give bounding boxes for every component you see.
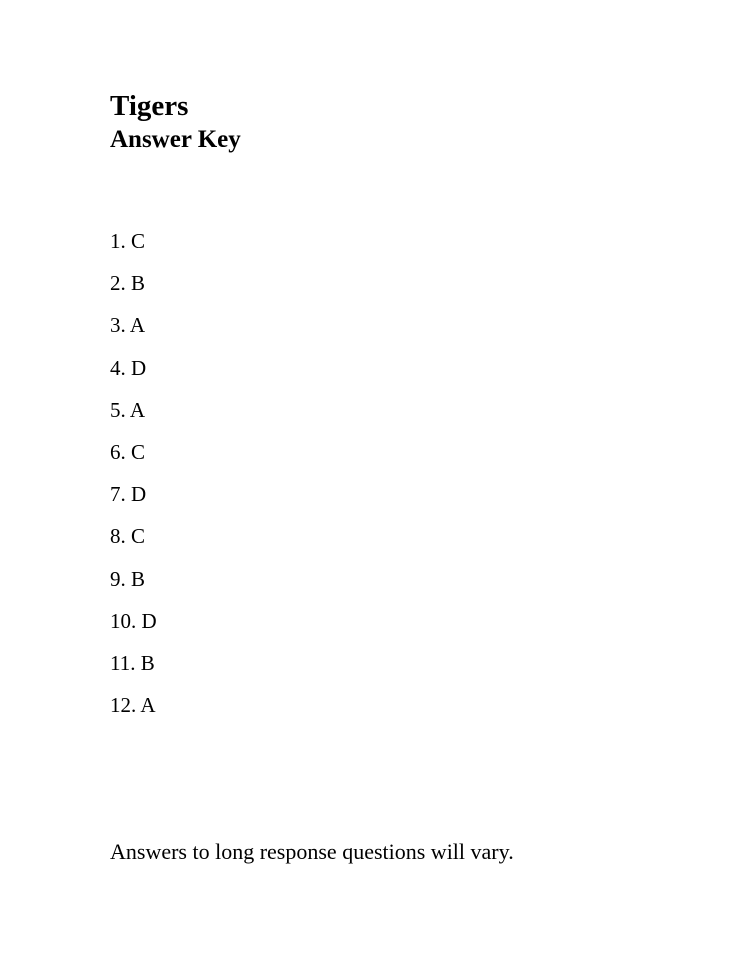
long-response-note: Answers to long response questions will vary. bbox=[110, 839, 514, 864]
answer-number: 11. bbox=[110, 650, 136, 675]
answer-number: 12. bbox=[110, 693, 137, 718]
page-subtitle: Answer Key bbox=[110, 126, 241, 153]
answer-item bbox=[110, 480, 157, 522]
answer-letter: B bbox=[131, 271, 146, 296]
answer-item bbox=[110, 649, 157, 691]
answer-item bbox=[110, 354, 157, 396]
answer-number: 10. bbox=[110, 608, 137, 633]
answer-number: 2. bbox=[110, 271, 126, 296]
answer-letter: B bbox=[131, 566, 146, 591]
answer-number: 3. bbox=[110, 313, 126, 338]
answer-number: 5. bbox=[110, 397, 126, 422]
answer-item bbox=[110, 565, 157, 607]
answer-item bbox=[110, 691, 157, 733]
answer-item bbox=[110, 396, 157, 438]
answer-letter: C bbox=[131, 439, 146, 464]
answer-letter: A bbox=[129, 313, 146, 338]
answer-letter: B bbox=[140, 650, 155, 675]
answer-letter: C bbox=[131, 524, 146, 549]
answer-letter: A bbox=[140, 693, 156, 718]
answer-letter: A bbox=[129, 397, 146, 422]
answer-letter: D bbox=[141, 608, 157, 633]
answer-number: 6. bbox=[110, 439, 126, 464]
answer-number: 8. bbox=[110, 524, 126, 549]
answer-item bbox=[110, 438, 157, 480]
answer-number: 7. bbox=[110, 482, 126, 507]
answer-letter: C bbox=[131, 229, 146, 253]
answer-number: 4. bbox=[110, 355, 126, 380]
answer-list bbox=[110, 227, 157, 733]
answer-number: 1. bbox=[110, 229, 126, 253]
page-title: Tigers bbox=[110, 90, 189, 122]
answer-letter: D bbox=[131, 355, 147, 380]
answer-letter: D bbox=[131, 482, 147, 507]
answer-item bbox=[110, 607, 157, 649]
answer-item bbox=[110, 269, 157, 311]
answer-number: 9. bbox=[110, 566, 126, 591]
answer-item bbox=[110, 311, 157, 353]
answer-item bbox=[110, 522, 157, 564]
answer-item bbox=[110, 227, 157, 269]
